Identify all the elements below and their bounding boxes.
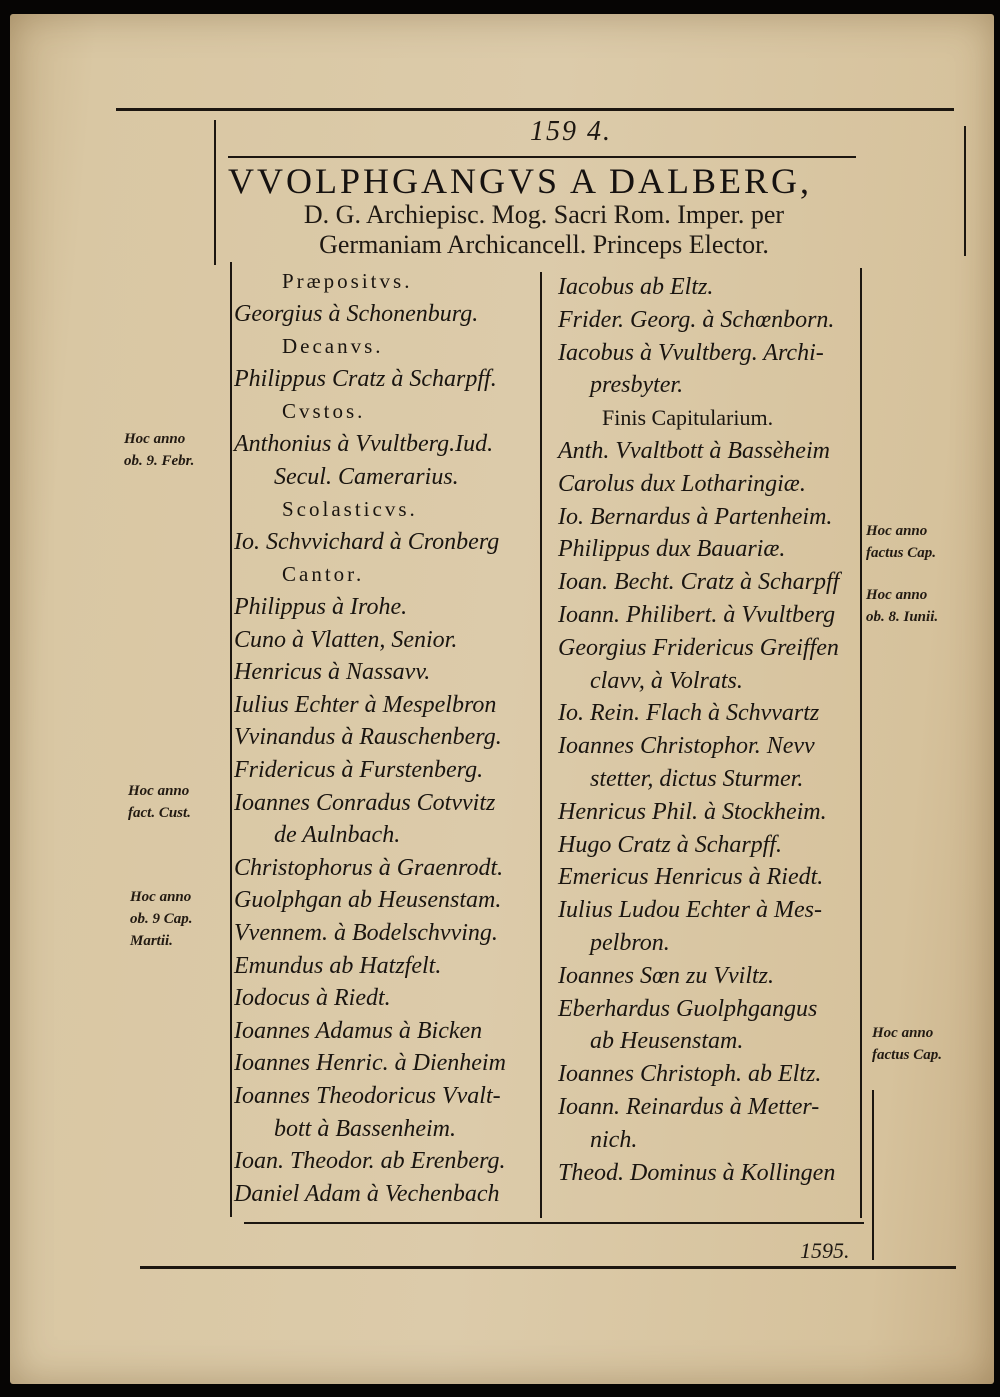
left-column-line: Io. Schvvichard à Cronberg: [234, 528, 500, 555]
left-column-line: Guolphgan ab Heusenstam.: [234, 887, 502, 914]
right-column-line: ab Heusenstam.: [590, 1028, 744, 1055]
margin-note-line: ob. 9. Febr.: [124, 453, 195, 469]
margin-note-line: Hoc anno: [872, 1025, 934, 1041]
title-rule: [228, 156, 856, 158]
left-column-line: Vvinandus à Rauschenberg.: [234, 724, 502, 751]
right-column-line: Ioan. Becht. Cratz à Scharpff: [558, 569, 840, 596]
left-column-line: bott à Bassenheim.: [274, 1115, 456, 1142]
subtitle-line-1: D. G. Archiepisc. Mog. Sacri Rom. Imper. per: [303, 200, 785, 229]
left-column-line: Henricus à Nassavv.: [234, 659, 431, 686]
right-column-line: [860, 268, 862, 1218]
margin-note-line: ob. 8. Iunii.: [866, 609, 939, 625]
right-column-line: Emericus Henricus à Riedt.: [558, 864, 824, 891]
left-column-line: Philippus Cratz à Scharpff.: [234, 365, 497, 392]
margin-note: [866, 520, 936, 564]
right-column-line: Eberhardus Guolphgangus: [558, 995, 818, 1022]
margin-note: [124, 428, 194, 472]
left-column-line: Iodocus à Riedt.: [234, 985, 391, 1012]
left-column-line: Christophorus à Graenrodt.: [234, 854, 504, 881]
right-column-line: Ioann. Philibert. à Vvultberg: [558, 602, 836, 628]
left-column-line: Philippus à Irohe.: [234, 594, 408, 620]
right-column-line: pelbron.: [590, 930, 670, 956]
right-margin-line: [964, 126, 966, 256]
margin-note-line: fact. Cust.: [128, 805, 191, 821]
left-column-line: Anthonius à Vvultberg.Iud.: [234, 431, 494, 457]
margin-note: [130, 886, 193, 952]
left-column-line: Secul. Camerarius.: [274, 463, 459, 490]
left-column-line: Cuno à Vlatten, Senior.: [234, 626, 458, 653]
footer-page-number: 1595.: [800, 1238, 850, 1263]
left-column-line: [230, 262, 232, 1217]
top-rule: [116, 108, 954, 111]
left-column-line: Cvstos.: [282, 399, 366, 424]
right-column-line: stetter, dictus Sturmer.: [590, 766, 804, 792]
margin-note-line: Hoc anno: [866, 587, 928, 603]
left-column-line: Decanvs.: [282, 334, 384, 359]
right-column-line: nich.: [590, 1126, 638, 1153]
margin-note: [866, 584, 938, 628]
right-column-line: Ioannes Christophor. Nevv: [558, 733, 815, 760]
margin-note-line: Hoc anno: [124, 431, 186, 447]
subtitle-line-2: Germaniam Archicancell. Princeps Elector.: [319, 230, 769, 259]
margin-note-line: factus Cap.: [866, 545, 937, 561]
bottom-rule-upper: [244, 1222, 864, 1224]
margin-note: [128, 780, 191, 824]
left-column-line: Vvennem. à Bodelschvving.: [234, 920, 498, 946]
right-column-line: Henricus Phil. à Stockheim.: [558, 798, 827, 825]
left-column-line: Ioannes Adamus à Bicken: [234, 1017, 483, 1044]
page-title: VVOLPHGANGVS A DALBERG,: [228, 161, 813, 201]
right-column-line: Iacobus à Vvultberg. Archi-: [558, 339, 824, 366]
left-margin-line: [214, 120, 216, 265]
right-column-line: presbyter.: [590, 372, 684, 399]
left-column-line: Ioannes Henric. à Dienheim: [234, 1050, 506, 1077]
right-column-line: Io. Rein. Flach à Schvvartz: [558, 700, 820, 727]
right-column-line: Ioannes Sœn zu Vviltz.: [558, 962, 774, 989]
margin-note: [872, 1022, 942, 1066]
right-column-line: Iacobus ab Eltz.: [558, 274, 714, 300]
right-column-line: Ioannes Christoph. ab Eltz.: [558, 1061, 822, 1088]
left-column-line: Ioan. Theodor. ab Erenberg.: [234, 1148, 506, 1175]
right-column-line: Finis Capitularium.: [602, 405, 774, 431]
right-column-line: Frider. Georg. à Schœnborn.: [558, 306, 835, 333]
left-column-line: Iulius Echter à Mespelbron: [234, 691, 497, 718]
right-column-line: Philippus dux Bauariæ.: [558, 536, 786, 563]
center-column-line: [540, 272, 542, 1218]
margin-note-line: Martii.: [130, 933, 173, 949]
right-column-line: Ioann. Reinardus à Metter-: [558, 1094, 820, 1120]
left-column-line: Fridericus à Furstenberg.: [234, 757, 484, 783]
left-column-line: Ioannes Conradus Cotvvitz: [234, 789, 496, 816]
margin-note-line: Hoc anno: [128, 783, 190, 799]
right-column-line: Anth. Vvaltbott à Bassèheim: [558, 438, 830, 464]
margin-note-line: Hoc anno: [866, 523, 928, 539]
page-number: 159 4.: [530, 116, 612, 147]
left-column-line: Cantor.: [282, 562, 365, 587]
left-column-line: Ioannes Theodoricus Vvalt-: [234, 1083, 501, 1109]
bottom-rule: [140, 1266, 956, 1269]
margin-note-line: factus Cap.: [872, 1047, 943, 1063]
right-column-line: Hugo Cratz à Scharpff.: [558, 831, 783, 858]
left-column-line: Emundus ab Hatzfelt.: [234, 952, 442, 979]
left-column-line: de Aulnbach.: [274, 822, 401, 849]
right-column-line: Georgius Fridericus Greiffen: [558, 634, 839, 661]
right-column-line: Io. Bernardus à Partenheim.: [558, 503, 833, 530]
left-column-line: Scolasticvs.: [282, 497, 418, 522]
right-column-line: clavv, à Volrats.: [590, 667, 743, 694]
margin-note-line: ob. 9 Cap.: [130, 911, 193, 927]
margin-note-line: Hoc anno: [130, 889, 192, 905]
left-column-line: Georgius à Schonenburg.: [234, 300, 479, 327]
left-column-line: Daniel Adam à Vechenbach: [234, 1180, 500, 1207]
right-column-line: Carolus dux Lotharingiæ.: [558, 470, 806, 497]
right-column-line: Theod. Dominus à Kollingen: [558, 1159, 836, 1186]
right-margin-line-lower: [872, 1090, 874, 1260]
left-column-line: Præpositvs.: [282, 269, 413, 293]
right-column-line: Iulius Ludou Echter à Mes-: [558, 897, 822, 924]
